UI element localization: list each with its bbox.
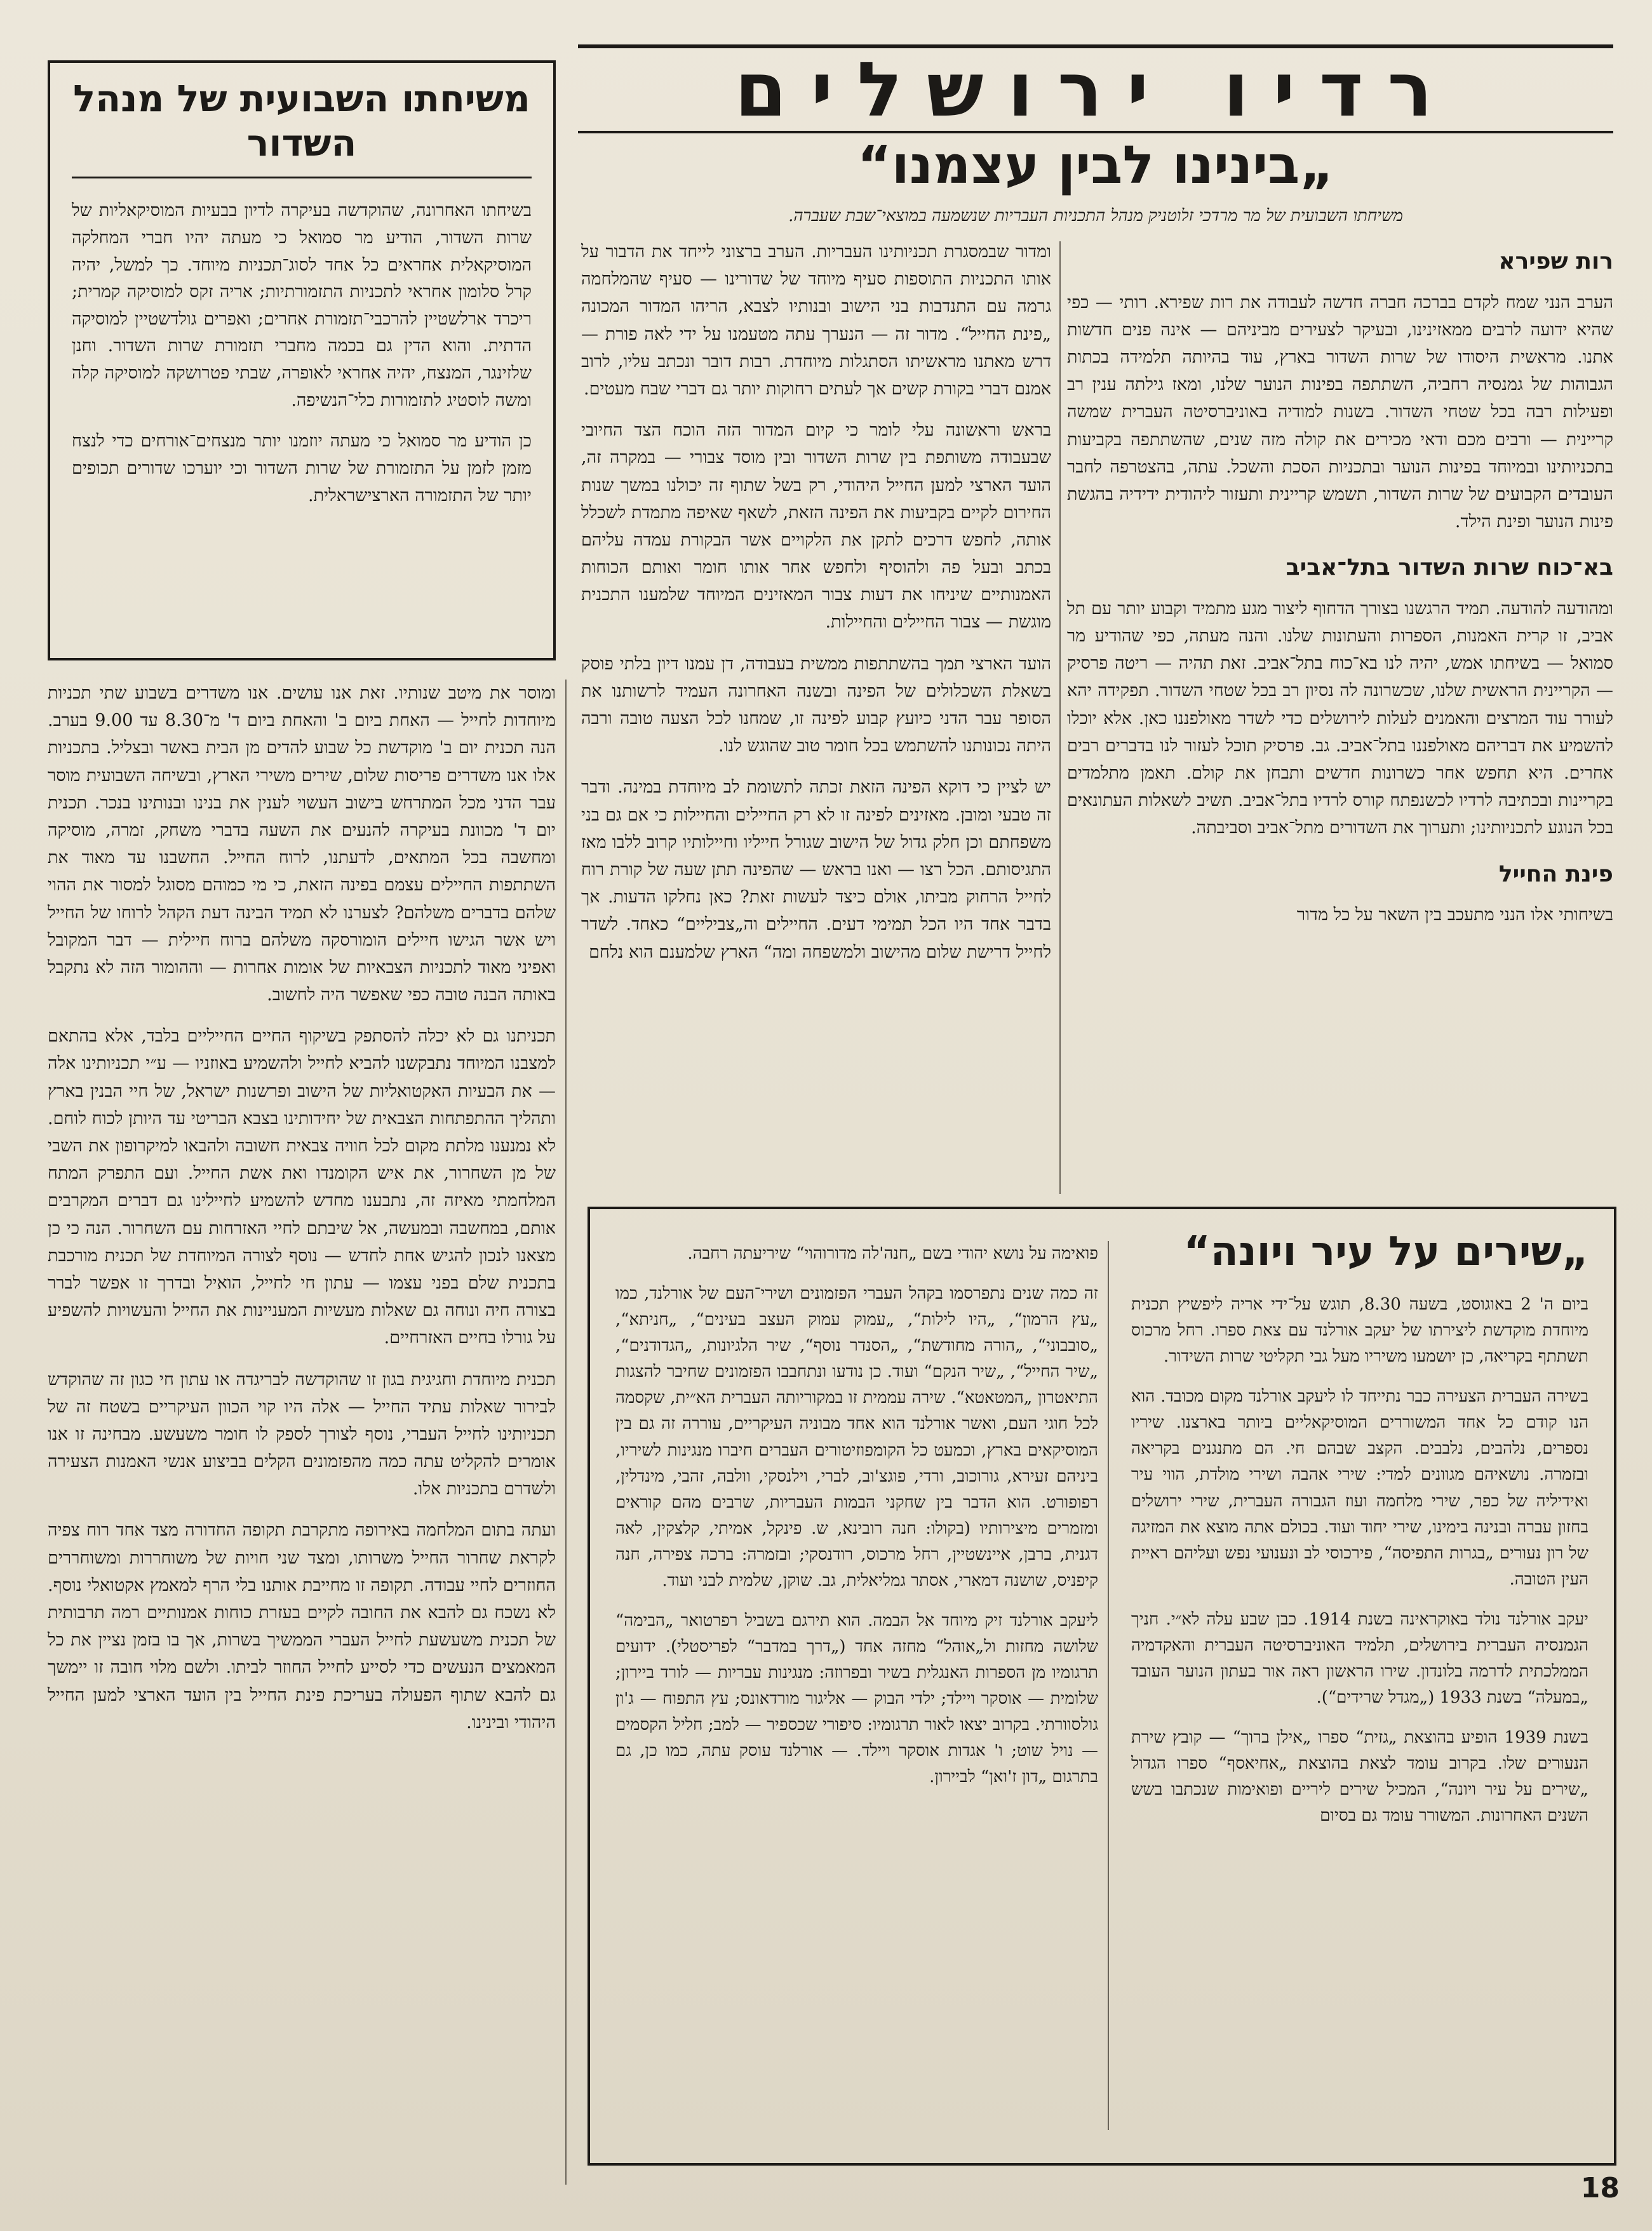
boxed-paragraph: בשירה העברית הצעירה כבר נתייחד לו ליעקב אורלנד מקום מכובד. הוא הנו קודם כל אחד המשוררים המוסיקאליים ביותר בארצנו. שיריו נספרים, נלהבים, נלבבים. הקצב שבהם חי. הם מתנגנים בקריאה ובזמרה. נושאיהם מגוונים למדי: שירי אהבה ושירי מולדת, הווי עיר ואידיליה של כפר, שירי מלחמה ועוז הגבורה העברית, שירי ירושלים בחזון עברה ובנינה בימינו, שירי יחוד ועוד. בכולם אתה מוצא את המזיגה של רון נעורים „בגרות התפיסה“, פירכוסי לב ונענועי נפש ועליהם ראיית העין הטובה.	[1131, 1387, 1588, 1589]
article-paragraph: תכנית מיוחדת וחגיגית בגון זו שהוקדשה לבריגדה או עתון חי כגון זה שהוקדש לבירור שאלות עתיד החייל — אלה היו קוי הכוון העיקריים בשטח זה של תכניותינו לחייל העברי, נוסף לצורך לספק לו חומר משעשע. מבחינה זו אנו אומרים להקליט עתה כמה מהפזמונים הקלים בביצוע אנשי האמנות הצעירה ולשדרם בתכניות אלו.	[48, 1369, 556, 1499]
section-title: פינת החייל	[1498, 861, 1613, 887]
section-title: רות שפירא	[1498, 248, 1613, 274]
page-number: 18	[1580, 2172, 1620, 2204]
boxed-paragraph: יעקב אורלנד נולד באוקראינה בשנת 1914. כבן שבע עלה לא״י. חניך הגמנסיה העברית בירושלים, תלמיד האוניברסיטה העברית והאקדמיה הממלכתית לדרמה בלונדון. שירו הראשון ראה אור בעתון הנוער העובד „במעלה“ בשנת 1933 („מגדל שרידים“).	[1131, 1609, 1588, 1708]
boxed-article-headline: „שירים על עיר ויונה“	[1183, 1228, 1588, 1275]
article-paragraph: יש לציין כי דוקא הפינה הזאת זכתה לתשומת לב מיוחדת במינה. ודבר זה טבעי ומובן. מאזינים לפינה זו לא רק החיילים והחיילות כי אם גם בני משפחתם וכן חלק גדול של הישוב שגורל חייליו וחיילותיו קרוב ללבו מאז התגיסותם. הכל רצו — ואנו בראש — שהפינה תתן שעה של קורת רוח לחייל הרחוק מביתו, אולם כיצד לעשות זאת? כאן נחלקו הדעות. אך בדבר אחד היו הכל תמימי דעים. החיילים וה„צביליים“ כאחד. לשדר לחייל דרישת שלום מהישוב ולמשפחה ומה“ הארץ שלמענם הוא נלחם	[581, 777, 1051, 962]
column-divider	[1108, 1241, 1109, 2130]
article-paragraph: בראש וראשונה עלי לומר כי קיום המדור הזה הוכח הצד החיובי שבעבודה משותפת בין שרות השדור ובין מוסד צבורי — במקרה זה, הועד הארצי למען החייל היהודי, רק בשל שתוף זה יכולנו במשך שנות החירום לקיים בקביעות את הפינה הזאת, לשאף שאיפה מתמדת לשכלל אותה, לחפש דרכים לתקן את הלקויים אשר הבקורת עמדה עליהם בכתב ובעל פה ולהוסיף ולחפש אחר אותו חומר ואותם הכוחות האמנותיים שיניחו את דעות צבור המאזינים המיוחד שלמענו התכנית מוגשת — צבור החיילים והחיילות.	[581, 420, 1051, 633]
article-paragraph: ועתה בתום המלחמה באירופה מתקרבת תקופה החדורה מצד אחד רוח צפיה לקראת שחרור החייל משרותו, ומצד שני חויות של משוחררות ומשוחררים החוזרים לחיי עבודה. תקופה זו מחייבת אותנו בלי הרף למאמץ אקטואלי נוסף. לא נשכח גם להבא את החובה לקיים בעזרת כוחות אמנותיים רמה תרבותית של תכנית משעשעת לחייל העברי הממשיך בשרות, אך בו בזמן נציין את כל המאמצים הנעשים כדי לסייע לחייל החוזר לביתו. ולשם מלוי חובה זו יימשך גם להבא שתוף הפעולה בעריכת פינת החייל בין הועד הארצי למען החייל היהודי ובינינו.	[48, 1520, 556, 1732]
masthead	[578, 44, 1613, 133]
article-column-right	[1067, 238, 1613, 942]
column-divider	[565, 680, 567, 2185]
main-headline: „בינינו לבין עצמנו“	[857, 135, 1334, 196]
article-column-left	[48, 680, 556, 2191]
boxed-article	[588, 1207, 1616, 2166]
boxed-paragraph: בשנת 1939 הופיע בהוצאת „גזית“ ספרו „אילן ברוך“ — קובץ שירת הנעורים שלו. בקרוב עומד לצאת בהוצאת „אחיאסף“ ספרו הגדול „שירים על עיר ויונה“, המכיל שירים ליריים ופואימות שנכתבו בשש השנים האחרונות. המשורר עומד גם בסיום	[1131, 1728, 1588, 1826]
main-subhead: משיחתו השבועית של מר מרדכי זלוטניק מנהל התכניות העבריות שנשמעה במוצאי־שבת שעברה.	[788, 206, 1403, 225]
boxed-paragraph: פואימה על נושא יהודי בשם „חנה'לה מדורוהוי“ שיריעתה רחבה.	[687, 1244, 1098, 1263]
sidebar-box	[48, 60, 556, 660]
article-paragraph: ומוסר את מיטב שנותיו. זאת אנו עושים. אנו משדרים בשבוע שתי תכניות מיוחדות לחייל — האחת ביום ב' והאחת ביום ד' מ־8.30 עד 9.00 בערב. הנה תכנית יום ב' מוקדשת כל שבוע להדים מן הבית באשר ובצליל. בתכניות אלו אנו משדרים פריסות שלום, שירים משירי הארץ, ובשיחה השבועית מוסר עבר הדני מכל המתרחש בישוב העשוי לענין את בנינו ובנותינו בנכר. תכנית יום ד' מכוונת בעיקרה להנעים את השעה בדברי משחק, זמרה, מוסיקה ומחשבה בכל המתאים, לדעתנו, לרוח החייל. החשבנו עד מאוד את השתתפות החיילים עצמם בפינה הזאת, כי מי כמוהם מסוגל למסור את ההוי שלהם בדברים משלהם? לצערנו לא תמיד הבינה דעת הקהל לרוחו של החייל ויש אשר הגישו חיילים הומורסקה משלהם ברוח חיילית — דבר המקובל ואפיני מאוד לתכניות הצבאיות של אומות אחרות — וההומור הזה לא נתקבל באותה הבנה טובה כפי שאפשר היה לחשוב.	[48, 683, 556, 1005]
article-paragraph: ומדור שבמסגרת תכניותינו העבריות. הערב ברצוני לייחד את הדבור על אותו התכניות התוספות סעיף מיוחד של שדורינו — סעיף שהמלחמה גרמה עם התנדבות בני הישוב ובנותיו לצבא, הריהו המדור המכונה „פינת החייל“. מדור זה — הנערך עתה מטעמנו על ידי לאה פורת — דרש מאתנו מראשיתו הסתגלות מיוחדת. רבות דובר ונכתב עליו, לרוב אמנם דברי בקורת קשים אך לעתים רחוקות יותר גם דברי שבח מעטים.	[581, 242, 1051, 399]
boxed-paragraph: ביום ה' 2 באוגוסט, בשעה 8.30, תוגש על־ידי אריה ליפשיץ תכנית מיוחדת מוקדשת ליצירתו של יעקב אורלנד עם צאת ספרו. רחל מרכוס תשתתף בקריאה, כן יושמעו משיריו מעל גבי תקליטי שרות השידור.	[1131, 1295, 1588, 1367]
article-paragraph: תכניתנו גם לא יכלה להסתפק בשיקוף החיים החייליים בלבד, אלא בהתאם למצבנו המיוחד נתבקשנו להביא לחייל ולהשמיע באוזניו — ע״י תכניותינו אלה — את הבעיות האקטואליות של הישוב ופרשנות ישראל, של חיי הבנין בארץ ותהליך ההתפתחות הצבאית של יחידותינו בצבא הבריטי עד היותן לכוח לוחם. לא נמנענו מלתת מקום לכל חוויה צבאית חשובה ולהבאו למיקרופון את השבי של מן השחרור, את איש הקומנדו ואת אשת החייל. ועם התפרק המתח המלחמתי מאיזה זה, נתבענו מחדש להשמיע לחיילינו גם דברים המקרבים אותם, במחשבה ובמעשה, אל שיבתם לחיי האזרחות עם השחרור. הנה כי כן מצאנו לנכון להגיש אחת לחדש — נוסף לצורה המיוחדת של תכנית מורכבת בתכנית שלם בפני עצמו — עתון חי לחייל, הואיל ובדרך זו אפשר לברר בצורה חיה ונוחה גם שאלות מעשיות המעניינות את החייל והעשויות להשפיע על גורלו בחיים האזרחיים.	[48, 1026, 556, 1348]
article-paragraph: הערב הנני שמח לקדם בברכה חברה חדשה לעבודה את רות שפירא. רותי — כפי שהיא ידועה לרבים ממאזינינו, ובעיקר לצעירים מביניהם — אינה פנים חדשות אתנו. מראשית היסודו של שרות השדור בארץ, עוד בהיותה תלמידה בכתות הגבוהות של גמנסיה רחביה, השתתפה בפינות הנוער שלנו, ומאז גילתה ענין רב ופעילות רבה בכל שטחי השדור. בשנות למודיה באוניברסיטה העברית שמשה קריינית — ורבים מכם ודאי מכירים את קולה מזה שנים, שהשתתפה בקביעות בתכניותינו ובמיוחד בפינות הנוער ובתכניות הסכת והשכל. עתה, בהצטרפה לחבר העובדים הקבועים של שרות השדור, תשמש קריינית ותעזור ליהודית ידידיה בהגשת פינות הנוער ופינת הילד.	[1067, 292, 1613, 532]
sidebar-paragraph: בשיחתו האחרונה, שהוקדשה בעיקרה לדיון בבעיות המוסיקאליות של שרות השדור, הודיע מר סמואל כי מעתה יהיו חברי המחלקה המוסיקאלית אחראים כל אחד לסוג־תכניות מיוחד. כך למשל, יהיה קרל סלומון אחראי לתכניות התזמורתיות; אריה זקס למוסיקה קמרית; ריכרד ארלשטיין להרכבי־תזמורת אחרים; ואפרים גולדשטיין למוסיקה הדתית. והוא הדין גם בכמה מחברי תזמורת שרות השדור. וחנן שלזינגר, המנצח, יהיה אחראי לאופרה, שבתי פטרושקה למוסיקה קלה ומשה לוסטיג לתזמורות כלי־הנשיפה.	[72, 201, 532, 410]
article-paragraph: הועד הארצי תמך בהשתתפות ממשית בעבודה, דן עמנו דיון בלתי פוסק בשאלת השכלולים של הפינה ובשנה האחרונה העמיד לרשותנו את הסופר עבר הדני כיועץ קבוע לפינה זו, שמחנו לכל הצעה טובה ורבה היתה נכונותנו להשתמש בכל חומר טוב שהוגש לנו.	[581, 653, 1051, 756]
sidebar-paragraph: כן הודיע מר סמואל כי מעתה יוזמנו יותר מנצחים־אורחים כדי לנצח מזמן לזמן על התזמורת של שרות השדור וכי יוערכו שדורים תכופים יותר של התזמורה הארצישראלית.	[72, 431, 532, 506]
section-title: בא־כוח שרות השדור בתל־אביב	[1286, 554, 1613, 581]
boxed-paragraph: זה כמה שנים נתפרסמו בקהל העברי הפזמונים ושירי־העם של אורלנד, כמו „עץ הרמון“, „היו לילות“, „עמוק עמוק העצב בעינים“, „חניתא“, „סובבוני“, „הורה מחודשת“, „הסנדר נוסף“, שיר הלגיונות, „הגדודנים“, „שיר החייל“, „שיר הנקם“ ועוד. כן נודעו ונתחבבו הפזמונים שחיבר להצגות התיאטרון „המטאטא“. שירה עממית זו במקוריותה העברית הא״ית, שקסמה לכל חוגי העם, ואשר אורלנד הוא אחד מבוניה העיקריים, עוררה זה גם בין המוסיקאים בארץ, וכמעט כל הקומפוזיטורים העברים חיברו מנגינות לשיריו, ביניהם זעירא, גורוכוב, ורדי, פוגצ'וב, לברי, וילנסקי, וולבה, זהבי, מינדלין, רפופורט. הוא הדבר בין שחקני הבמות העבריות, שרבים מהם קוראים ומזמרים מיצירותיו (בקולו: חנה רובינא, ש. פינקל, אמיתי, קלצקין, לאה דגנית, ברבן, איינשטיין, רחל מרכוס, רודנסקי; ובזמרה: ברכה צפירה, חנה קיפניס, שושנה דמארי, אסתר גמליאלית, גב. שוקן, שלמית לבני ועוד.	[615, 1284, 1098, 1590]
article-paragraph: ומהודעה להודעה. תמיד הרגשנו בצורך הדחוף ליצור מגע מתמיד וקבוע יותר עם תל אביב, זו קרית האמנות, הספרות והעתונות שלנו. והנה מעתה, כפי שהודיע מר סמואל — בשיחתו אמש, יהיה לנו בא־כוח בתל־אביב. זאת תהיה — ריטה פרסיק — הקריינית הראשית שלנו, שכשרונה לה נסיון רב בכל שטחי השדור. תפקידה יהא לעורר עוד המרצים והאמנים לעלות לירושלים כדי לשדר מאולפננו כאן. אלא יוכלו להשמיע את דבריהם מאולפננו בתל־אביב. גב. פרסיק תוכל לעזור לנו בדברים רבים אחרים. היא תחפש אחר כשרונות חדשים ותבחן את קולם. תאמן מתלמדים בקריינות ובכתיבה לרדיו לכשנפתח קורס לרדיו בתל־אביב. תשיב לשאלות העתונאים בכל הנוגע לתכניותינו; ותערוך את השדורים מתל־אביב וסביבתה.	[1067, 598, 1613, 838]
boxed-article-column-right	[1131, 1292, 1588, 1843]
column-divider	[1059, 241, 1061, 1194]
article-paragraph: בשיחותי אלו הנני מתעכב בין השאר על כל מדור	[1296, 905, 1613, 925]
boxed-paragraph: ליעקב אורלנד זיק מיוחד אל הבמה. הוא תירגם בשביל רפרטואר „הבימה“ שלושה מחזות ול„אוהל“ מחזה אחד („דרך במדבר“ לפריסטלי). ידועים תרגומיו מן הספרות האנגלית בשיר ובפרוזה: מנגינות עבריות — לורד ביירון; שלומית — אוסקר ויילד; ילדי הבוק — אליגור מורדאונס; עץ התפוח — ג'ון גולסוורתי. בקרוב יצאו לאור תרגומיו: סיפורי שכספיר — למב; חליל הקסמים — נויל שוט; ו' אגדות אוסקר ויילד. — אורלנד עוסק עתה, כמו כן, גם בתרגום „דון ז'ואן“ לביירון.	[615, 1611, 1098, 1787]
masthead-title: רדיו ירושלים	[734, 46, 1457, 133]
article-column-middle	[581, 238, 1051, 980]
boxed-article-column-left	[615, 1241, 1098, 1805]
sidebar-title: משיחתו השבועית של מנהל השדור	[72, 77, 532, 178]
